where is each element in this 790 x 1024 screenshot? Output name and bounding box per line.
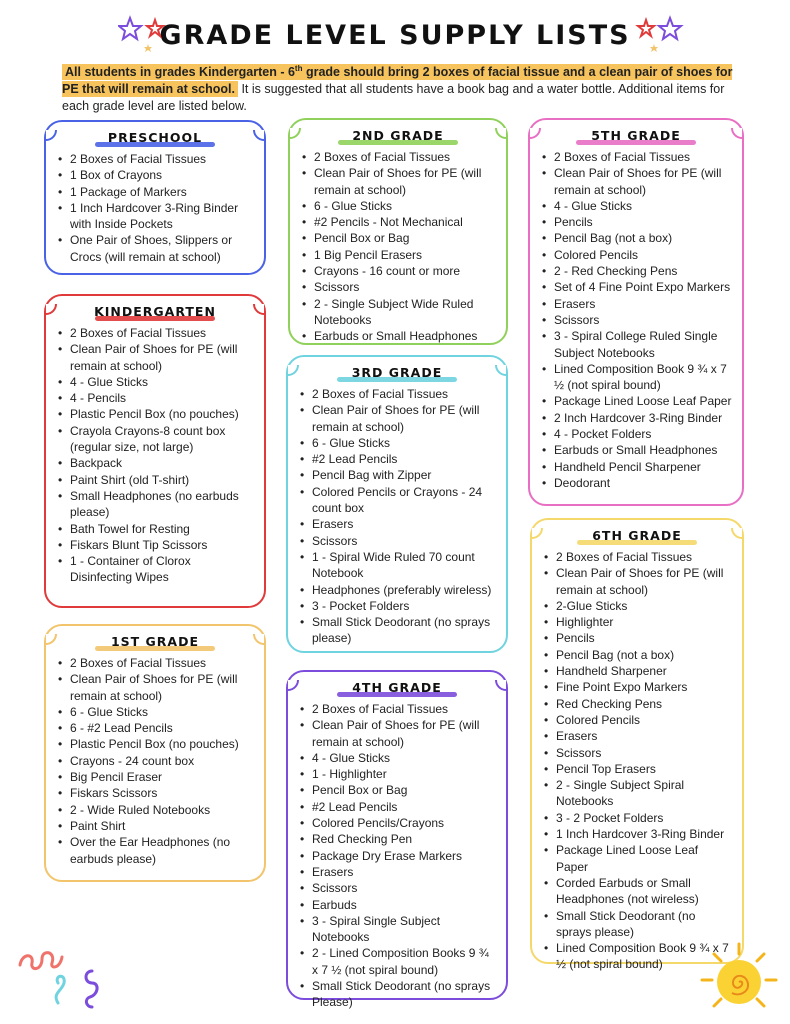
card-sixth <box>530 518 744 972</box>
list-item: • Erasers <box>298 516 496 532</box>
list-item: • Scissors <box>298 533 496 549</box>
list-item: • 6 - Glue Sticks <box>300 198 496 214</box>
star-icon <box>118 14 168 54</box>
list-item: • Set of 4 Fine Point Expo Markers <box>540 279 732 295</box>
card-heading: 5TH GRADE <box>540 128 732 143</box>
list-item: • Pencils <box>540 214 732 230</box>
list-item: • Earbuds or Small Headphones <box>540 442 732 458</box>
list-item: • Deodorant <box>540 475 732 491</box>
card-second <box>288 118 508 345</box>
card-heading: 2ND GRADE <box>300 128 496 143</box>
list-item: • Lined Composition Book 9 ¾ x 7 ½ (not spiral bound) <box>542 940 732 973</box>
list-item: • Clean Pair of Shoes for PE (will remain at school) <box>56 671 254 704</box>
list-item: • Clean Pair of Shoes for PE (will remain at school) <box>542 565 732 598</box>
list-item: • Colored Pencils <box>542 712 732 728</box>
list-item: • 2 - Single Subject Spiral Notebooks <box>542 777 732 810</box>
list-item: • 1 - Spiral Wide Ruled 70 count Notebook <box>298 549 496 582</box>
list-item: • 1 Package of Markers <box>56 184 254 200</box>
list-item: • Pencil Bag (not a box) <box>540 230 732 246</box>
list-item: • Headphones (preferably wireless) <box>298 582 496 598</box>
squiggle-icon <box>14 935 114 1015</box>
list-item: • #2 Lead Pencils <box>298 451 496 467</box>
list-item: • 2-Glue Sticks <box>542 598 732 614</box>
list-item: • Earbuds or Small Headphones <box>300 328 496 344</box>
list-item: • Crayons - 16 count or more <box>300 263 496 279</box>
card-preschool <box>44 120 266 275</box>
card-heading: 4TH GRADE <box>298 680 496 695</box>
list-item: • 4 - Glue Sticks <box>540 198 732 214</box>
list-item: • Colored Pencils or Crayons - 24 count box <box>298 484 496 517</box>
list-item: • 4 - Pocket Folders <box>540 426 732 442</box>
list-item: • 2 - Single Subject Wide Ruled Notebooks <box>300 296 496 329</box>
list-item: • 3 - Spiral Single Subject Notebooks <box>298 913 496 946</box>
list-item: • Over the Ear Headphones (no earbuds please) <box>56 834 254 867</box>
list-item: • 2 - Lined Composition Books 9 ¾ x 7 ½ (not spiral bound) <box>298 945 496 978</box>
supply-list <box>56 325 254 586</box>
list-item: • Handheld Pencil Sharpener <box>540 459 732 475</box>
list-item: • 4 - Glue Sticks <box>298 750 496 766</box>
list-item: • Small Stick Deodorant (no sprays Please) <box>298 978 496 1011</box>
list-item: • Pencil Top Erasers <box>542 761 732 777</box>
list-item: • 2 Boxes of Facial Tissues <box>56 151 254 167</box>
list-item: • 2 - Red Checking Pens <box>540 263 732 279</box>
card-heading: PRESCHOOL <box>56 130 254 145</box>
list-item: • 1 Big Pencil Erasers <box>300 247 496 263</box>
list-item: • Scissors <box>542 745 732 761</box>
list-item: • Clean Pair of Shoes for PE (will remain at school) <box>298 402 496 435</box>
list-item: • 1 Box of Crayons <box>56 167 254 183</box>
star-icon <box>634 14 684 54</box>
list-item: • 2 Boxes of Facial Tissues <box>56 655 254 671</box>
intro-normal: It is suggested that all students have a book bag and a water bottle. Additional items for each grade level are listed below. <box>62 82 725 114</box>
list-item: • Pencil Bag with Zipper <box>298 467 496 483</box>
supply-list <box>540 149 732 491</box>
list-item: • Colored Pencils <box>540 247 732 263</box>
card-first <box>44 624 266 882</box>
card-heading: KINDERGARTEN <box>94 304 216 319</box>
list-item: • Plastic Pencil Box (no pouches) <box>56 406 254 422</box>
list-item: • 2 - Wide Ruled Notebooks <box>56 802 254 818</box>
supply-list <box>298 386 496 647</box>
supply-list <box>298 701 496 1011</box>
list-item: • 3 - Spiral College Ruled Single Subject Notebooks <box>540 328 732 361</box>
list-item: • Scissors <box>540 312 732 328</box>
list-item: • Bath Towel for Resting <box>56 521 254 537</box>
intro-highlight: All students in grades Kindergarten - 6th grade should bring 2 boxes of facial tissue and a clean pair of shoes for PE that will remain at school. <box>62 64 733 97</box>
card-kindergarten <box>44 294 266 608</box>
list-item: • Erasers <box>542 728 732 744</box>
list-item: • 2 Boxes of Facial Tissues <box>300 149 496 165</box>
list-item: • Pencil Box or Bag <box>300 230 496 246</box>
supply-list <box>56 655 254 867</box>
list-item: • Pencils <box>542 630 732 646</box>
list-item: • 6 - Glue Sticks <box>56 704 254 720</box>
list-item: • #2 Pencils - Not Mechanical <box>300 214 496 230</box>
list-item: • Scissors <box>300 279 496 295</box>
list-item: • Fine Point Expo Markers <box>542 679 732 695</box>
list-item: • Plastic Pencil Box (no pouches) <box>56 736 254 752</box>
list-item: • 1 - Highlighter <box>298 766 496 782</box>
list-item: • 4 - Glue Sticks <box>56 374 254 390</box>
list-item: • 2 Inch Hardcover 3-Ring Binder <box>540 410 732 426</box>
list-item: • 6 - #2 Lead Pencils <box>56 720 254 736</box>
card-third <box>286 355 508 653</box>
list-item: • 6 - Glue Sticks <box>298 435 496 451</box>
list-item: • 2 Boxes of Facial Tissues <box>56 325 254 341</box>
supply-list <box>56 151 254 265</box>
list-item: • Crayola Crayons-8 count box (regular size, not large) <box>56 423 254 456</box>
list-item: • Backpack <box>56 455 254 471</box>
sun-icon <box>694 940 784 1020</box>
list-item: • Clean Pair of Shoes for PE (will remain at school) <box>298 717 496 750</box>
list-item: • 2 Boxes of Facial Tissues <box>542 549 732 565</box>
list-item: • Paint Shirt (old T-shirt) <box>56 472 254 488</box>
list-item: • Clean Pair of Shoes for PE (will remain at school) <box>56 341 254 374</box>
intro-text <box>62 60 742 115</box>
card-fifth <box>528 118 744 506</box>
list-item: • Scissors <box>298 880 496 896</box>
list-item: • Earbuds <box>298 897 496 913</box>
list-item: • 3 - 2 Pocket Folders <box>542 810 732 826</box>
list-item: • Handheld Sharpener <box>542 663 732 679</box>
list-item: • Paint Shirt <box>56 818 254 834</box>
list-item: • Package Lined Loose Leaf Paper <box>542 842 732 875</box>
list-item: • 1 Inch Hardcover 3-Ring Binder with Inside Pockets <box>56 200 254 233</box>
list-item: • Clean Pair of Shoes for PE (will remain at school) <box>540 165 732 198</box>
list-item: • 1 - Container of Clorox Disinfecting Wipes <box>56 553 254 586</box>
list-item: • Crayons - 24 count box <box>56 753 254 769</box>
list-item: • Corded Earbuds or Small Headphones (not wireless) <box>542 875 732 908</box>
list-item: • Colored Pencils/Crayons <box>298 815 496 831</box>
list-item: • Lined Composition Book 9 ¾ x 7 ½ (not spiral bound) <box>540 361 732 394</box>
card-heading: 3RD GRADE <box>298 365 496 380</box>
list-item: • #2 Lead Pencils <box>298 799 496 815</box>
list-item: • Erasers <box>298 864 496 880</box>
list-item: • Pencil Bag (not a box) <box>542 647 732 663</box>
list-item: • 2 Boxes of Facial Tissues <box>298 701 496 717</box>
list-item: • Small Headphones (no earbuds please) <box>56 488 254 521</box>
card-fourth <box>286 670 508 1010</box>
list-item: • Red Checking Pens <box>542 696 732 712</box>
list-item: • Small Stick Deodorant (no sprays please) <box>542 908 732 941</box>
supply-list <box>300 149 496 345</box>
list-item: • Package Dry Erase Markers <box>298 848 496 864</box>
supply-list <box>542 549 732 973</box>
list-item: • Highlighter <box>542 614 732 630</box>
list-item: • Small Stick Deodorant (no sprays please) <box>298 614 496 647</box>
list-item: • 2 Boxes of Facial Tissues <box>540 149 732 165</box>
card-heading: 1ST GRADE <box>56 634 254 649</box>
list-item: • Erasers <box>540 296 732 312</box>
list-item: • 4 - Pencils <box>56 390 254 406</box>
list-item: • Clean Pair of Shoes for PE (will remain at school) <box>300 165 496 198</box>
page-title: GRADE LEVEL SUPPLY LISTS <box>159 20 631 51</box>
list-item: • Package Lined Loose Leaf Paper <box>540 393 732 409</box>
list-item: • Pencil Box or Bag <box>298 782 496 798</box>
list-item: • Fiskars Blunt Tip Scissors <box>56 537 254 553</box>
list-item: • Big Pencil Eraser <box>56 769 254 785</box>
list-item: • One Pair of Shoes, Slippers or Crocs (will remain at school) <box>56 232 254 265</box>
card-heading: 6TH GRADE <box>542 528 732 543</box>
list-item: • Red Checking Pen <box>298 831 496 847</box>
list-item: • 1 Inch Hardcover 3-Ring Binder <box>542 826 732 842</box>
list-item: • 2 Boxes of Facial Tissues <box>298 386 496 402</box>
list-item: • 3 - Pocket Folders <box>298 598 496 614</box>
list-item: • Fiskars Scissors <box>56 785 254 801</box>
